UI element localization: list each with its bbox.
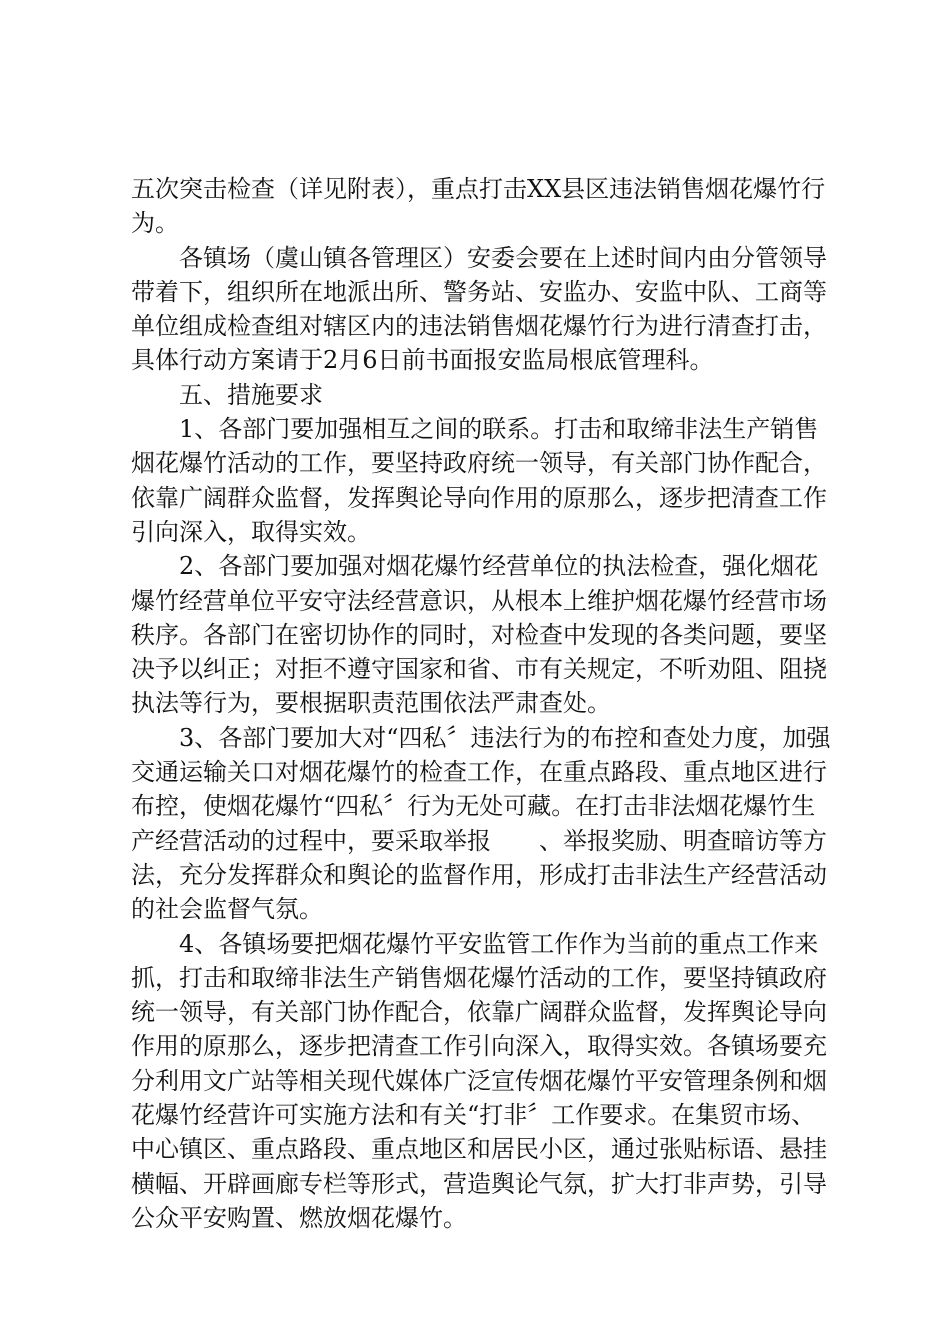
paragraph-continuation: 五次突击检查（详见附表），重点打击XX县区违法销售烟花爆竹行为。	[131, 175, 826, 238]
paragraph-measure-3: 3、各部门要加大对“四私〞违法行为的布控和查处力度，加强交通运输关口对烟花爆竹的检查工作，在重点路段、重点地区进行布控，使烟花爆竹“四私〞行为无处可藏。在打击非法烟花爆竹生产经营活动的过程中，要采取举报 、举报奖励、明查暗访等方法，充分发挥群众和舆论的监督作用，形成打击非法生产经营活动的社会监督气氛。	[131, 723, 831, 924]
document-body	[131, 172, 831, 1235]
paragraph-measure-1: 1、各部门要加强相互之间的联系。打击和取缔非法生产销售烟花爆竹活动的工作，要坚持政府统一领导，有关部门协作配合，依靠广阔群众监督，发挥舆论导向作用的原那么，逐步把清查工作引向深入，取得实效。	[131, 415, 827, 546]
paragraph-measure-2: 2、各部门要加强对烟花爆竹经营单位的执法检查，强化烟花爆竹经营单位平安守法经营意识，从根本上维护烟花爆竹经营市场秩序。各部门在密切协作的同时，对检查中发现的各类问题，要坚决予以纠正；对拒不遵守国家和省、市有关规定，不听劝阻、阻挠执法等行为，要根据职责范围依法严肃查处。	[131, 552, 827, 718]
section-heading-measures: 五、措施要求	[179, 380, 323, 409]
paragraph-inspection-group: 各镇场（虞山镇各管理区）安委会要在上述时间内由分管领导带着下，组织所在地派出所、警务站、安监办、安监中队、工商等单位组成检查组对辖区内的违法销售烟花爆竹行为进行清查打击，具体行动方案请于2月6日前书面报安监局根底管理科。	[131, 243, 827, 375]
paragraph-measure-4: 4、各镇场要把烟花爆竹平安监管工作作为当前的重点工作来抓，打击和取缔非法生产销售烟花爆竹活动的工作，要坚持镇政府统一领导，有关部门协作配合，依靠广阔群众监督，发挥舆论导向作用的原那么，逐步把清查工作引向深入，取得实效。各镇场要充分利用文广站等相关现代媒体广泛宣传烟花爆竹平安管理条例和烟花爆竹经营许可实施方法和有关“打非〞工作要求。在集贸市场、中心镇区、重点路段、重点地区和居民小区，通过张贴标语、悬挂横幅、开辟画廊专栏等形式，营造舆论气氛，扩大打非声势，引导公众平安购置、燃放烟花爆竹。	[131, 929, 827, 1232]
